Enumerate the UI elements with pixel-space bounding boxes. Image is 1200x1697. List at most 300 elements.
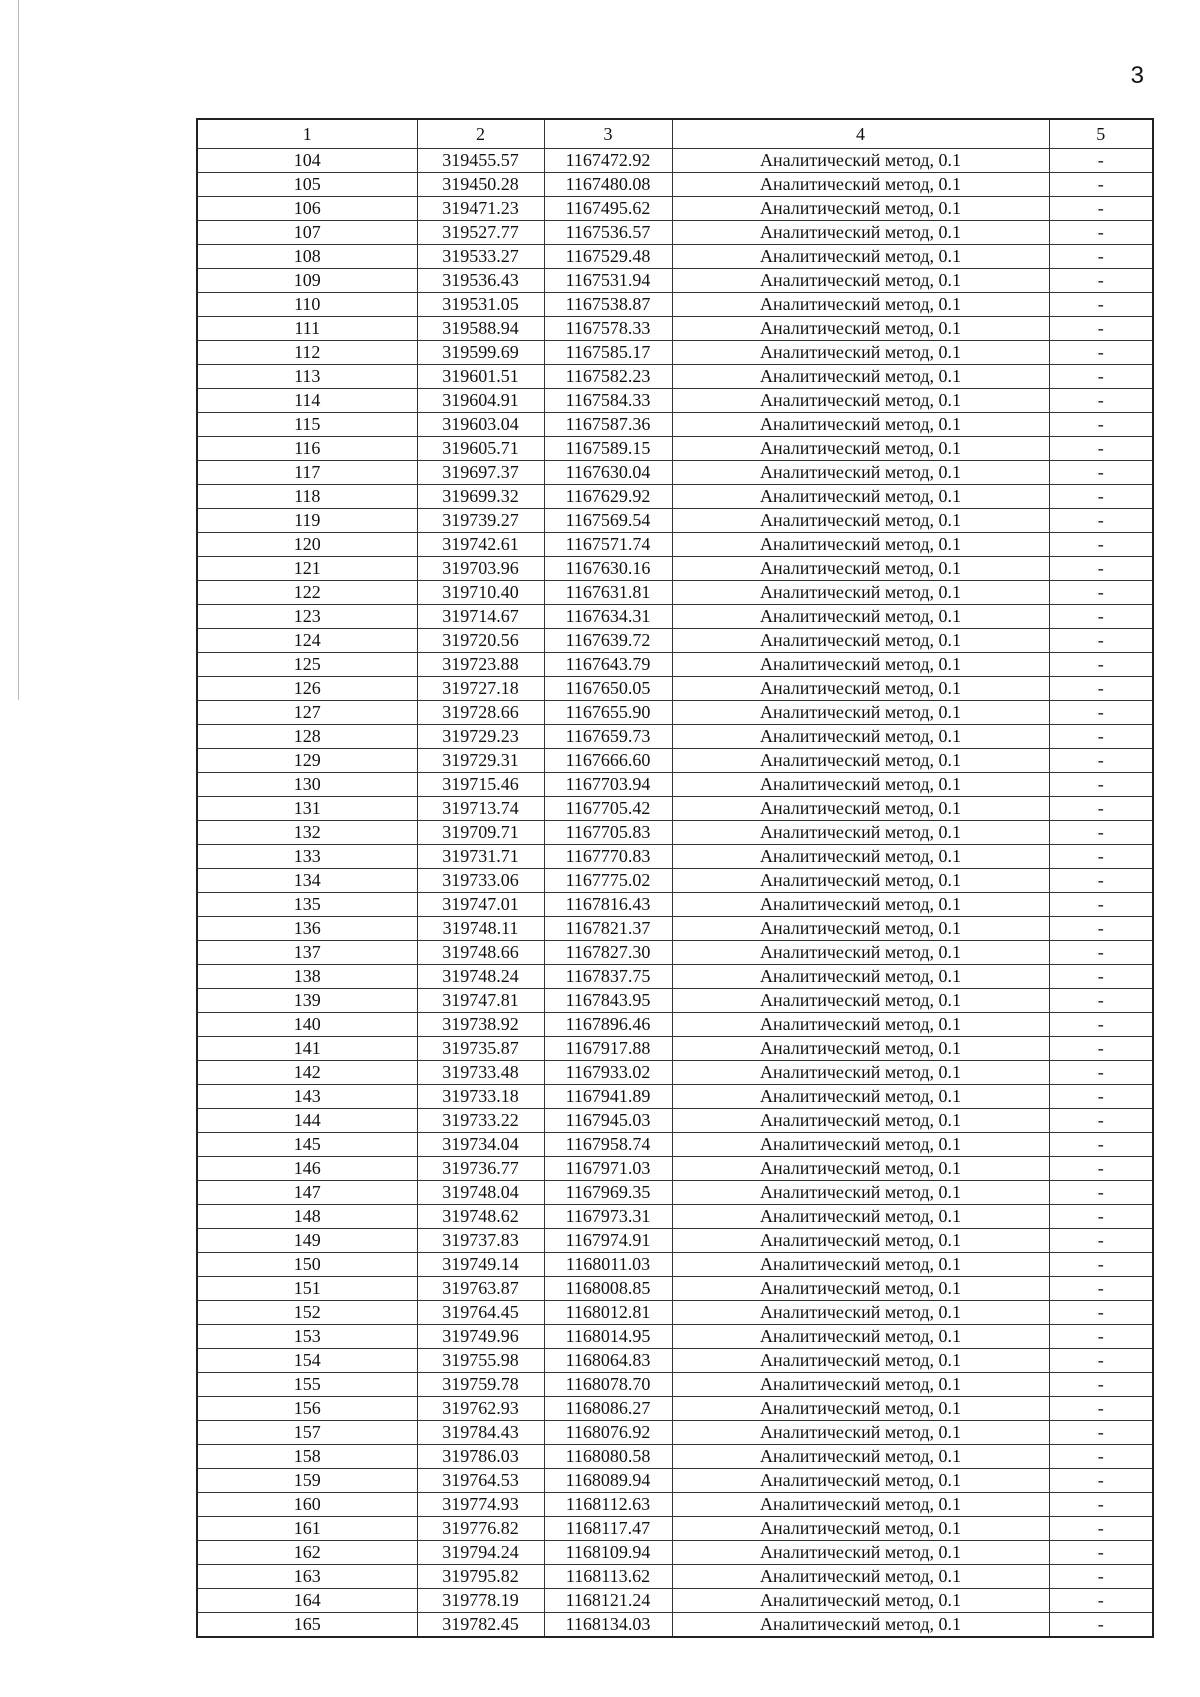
point-number-cell: 112 bbox=[197, 341, 417, 365]
table-row bbox=[197, 269, 1153, 293]
y-coordinate-cell: 1167630.16 bbox=[544, 557, 672, 581]
method-cell: Аналитический метод, 0.1 bbox=[672, 197, 1049, 221]
method-cell: Аналитический метод, 0.1 bbox=[672, 701, 1049, 725]
y-coordinate-cell: 1167703.94 bbox=[544, 773, 672, 797]
note-cell: - bbox=[1049, 1613, 1153, 1638]
method-cell: Аналитический метод, 0.1 bbox=[672, 533, 1049, 557]
note-cell: - bbox=[1049, 1205, 1153, 1229]
method-cell: Аналитический метод, 0.1 bbox=[672, 1613, 1049, 1638]
method-cell: Аналитический метод, 0.1 bbox=[672, 485, 1049, 509]
method-cell: Аналитический метод, 0.1 bbox=[672, 1181, 1049, 1205]
table-row bbox=[197, 1397, 1153, 1421]
method-cell: Аналитический метод, 0.1 bbox=[672, 461, 1049, 485]
y-coordinate-cell: 1167974.91 bbox=[544, 1229, 672, 1253]
note-cell: - bbox=[1049, 845, 1153, 869]
method-cell: Аналитический метод, 0.1 bbox=[672, 341, 1049, 365]
point-number-cell: 118 bbox=[197, 485, 417, 509]
point-number-cell: 143 bbox=[197, 1085, 417, 1109]
note-cell: - bbox=[1049, 557, 1153, 581]
point-number-cell: 122 bbox=[197, 581, 417, 605]
method-cell: Аналитический метод, 0.1 bbox=[672, 557, 1049, 581]
point-number-cell: 162 bbox=[197, 1541, 417, 1565]
x-coordinate-cell: 319733.18 bbox=[417, 1085, 544, 1109]
note-cell: - bbox=[1049, 581, 1153, 605]
x-coordinate-cell: 319749.14 bbox=[417, 1253, 544, 1277]
column-header: 2 bbox=[417, 119, 544, 149]
y-coordinate-cell: 1168089.94 bbox=[544, 1469, 672, 1493]
table-row bbox=[197, 941, 1153, 965]
method-cell: Аналитический метод, 0.1 bbox=[672, 629, 1049, 653]
table-row bbox=[197, 1085, 1153, 1109]
note-cell: - bbox=[1049, 1325, 1153, 1349]
y-coordinate-cell: 1167775.02 bbox=[544, 869, 672, 893]
method-cell: Аналитический метод, 0.1 bbox=[672, 317, 1049, 341]
note-cell: - bbox=[1049, 773, 1153, 797]
note-cell: - bbox=[1049, 653, 1153, 677]
x-coordinate-cell: 319699.32 bbox=[417, 485, 544, 509]
method-cell: Аналитический метод, 0.1 bbox=[672, 869, 1049, 893]
x-coordinate-cell: 319710.40 bbox=[417, 581, 544, 605]
method-cell: Аналитический метод, 0.1 bbox=[672, 917, 1049, 941]
method-cell: Аналитический метод, 0.1 bbox=[672, 1253, 1049, 1277]
table-row bbox=[197, 509, 1153, 533]
x-coordinate-cell: 319755.98 bbox=[417, 1349, 544, 1373]
x-coordinate-cell: 319784.43 bbox=[417, 1421, 544, 1445]
y-coordinate-cell: 1167495.62 bbox=[544, 197, 672, 221]
y-coordinate-cell: 1167582.23 bbox=[544, 365, 672, 389]
note-cell: - bbox=[1049, 389, 1153, 413]
x-coordinate-cell: 319527.77 bbox=[417, 221, 544, 245]
x-coordinate-cell: 319747.81 bbox=[417, 989, 544, 1013]
method-cell: Аналитический метод, 0.1 bbox=[672, 269, 1049, 293]
note-cell: - bbox=[1049, 365, 1153, 389]
x-coordinate-cell: 319759.78 bbox=[417, 1373, 544, 1397]
table-row bbox=[197, 653, 1153, 677]
table-row bbox=[197, 1061, 1153, 1085]
x-coordinate-cell: 319735.87 bbox=[417, 1037, 544, 1061]
point-number-cell: 115 bbox=[197, 413, 417, 437]
x-coordinate-cell: 319748.11 bbox=[417, 917, 544, 941]
method-cell: Аналитический метод, 0.1 bbox=[672, 1301, 1049, 1325]
point-number-cell: 151 bbox=[197, 1277, 417, 1301]
method-cell: Аналитический метод, 0.1 bbox=[672, 1469, 1049, 1493]
table-row bbox=[197, 485, 1153, 509]
y-coordinate-cell: 1168109.94 bbox=[544, 1541, 672, 1565]
note-cell: - bbox=[1049, 317, 1153, 341]
y-coordinate-cell: 1168080.58 bbox=[544, 1445, 672, 1469]
column-header: 5 bbox=[1049, 119, 1153, 149]
table-row bbox=[197, 293, 1153, 317]
y-coordinate-cell: 1167945.03 bbox=[544, 1109, 672, 1133]
table-row bbox=[197, 365, 1153, 389]
point-number-cell: 124 bbox=[197, 629, 417, 653]
table-row bbox=[197, 245, 1153, 269]
table-row bbox=[197, 1253, 1153, 1277]
point-number-cell: 140 bbox=[197, 1013, 417, 1037]
y-coordinate-cell: 1168011.03 bbox=[544, 1253, 672, 1277]
method-cell: Аналитический метод, 0.1 bbox=[672, 1589, 1049, 1613]
note-cell: - bbox=[1049, 293, 1153, 317]
x-coordinate-cell: 319748.62 bbox=[417, 1205, 544, 1229]
point-number-cell: 105 bbox=[197, 173, 417, 197]
column-header: 1 bbox=[197, 119, 417, 149]
x-coordinate-cell: 319723.88 bbox=[417, 653, 544, 677]
x-coordinate-cell: 319533.27 bbox=[417, 245, 544, 269]
table-row bbox=[197, 1517, 1153, 1541]
x-coordinate-cell: 319703.96 bbox=[417, 557, 544, 581]
y-coordinate-cell: 1168008.85 bbox=[544, 1277, 672, 1301]
point-number-cell: 127 bbox=[197, 701, 417, 725]
note-cell: - bbox=[1049, 989, 1153, 1013]
column-header: 3 bbox=[544, 119, 672, 149]
y-coordinate-cell: 1168134.03 bbox=[544, 1613, 672, 1638]
method-cell: Аналитический метод, 0.1 bbox=[672, 653, 1049, 677]
y-coordinate-cell: 1167917.88 bbox=[544, 1037, 672, 1061]
point-number-cell: 147 bbox=[197, 1181, 417, 1205]
table-row bbox=[197, 917, 1153, 941]
scan-edge-line bbox=[18, 0, 19, 700]
y-coordinate-cell: 1167569.54 bbox=[544, 509, 672, 533]
x-coordinate-cell: 319764.45 bbox=[417, 1301, 544, 1325]
x-coordinate-cell: 319794.24 bbox=[417, 1541, 544, 1565]
point-number-cell: 137 bbox=[197, 941, 417, 965]
table-row bbox=[197, 1613, 1153, 1638]
note-cell: - bbox=[1049, 1541, 1153, 1565]
x-coordinate-cell: 319455.57 bbox=[417, 149, 544, 173]
note-cell: - bbox=[1049, 1349, 1153, 1373]
method-cell: Аналитический метод, 0.1 bbox=[672, 1109, 1049, 1133]
point-number-cell: 117 bbox=[197, 461, 417, 485]
method-cell: Аналитический метод, 0.1 bbox=[672, 845, 1049, 869]
y-coordinate-cell: 1168064.83 bbox=[544, 1349, 672, 1373]
y-coordinate-cell: 1167480.08 bbox=[544, 173, 672, 197]
note-cell: - bbox=[1049, 1229, 1153, 1253]
x-coordinate-cell: 319713.74 bbox=[417, 797, 544, 821]
method-cell: Аналитический метод, 0.1 bbox=[672, 605, 1049, 629]
y-coordinate-cell: 1167585.17 bbox=[544, 341, 672, 365]
method-cell: Аналитический метод, 0.1 bbox=[672, 389, 1049, 413]
method-cell: Аналитический метод, 0.1 bbox=[672, 773, 1049, 797]
x-coordinate-cell: 319733.48 bbox=[417, 1061, 544, 1085]
method-cell: Аналитический метод, 0.1 bbox=[672, 1061, 1049, 1085]
x-coordinate-cell: 319734.04 bbox=[417, 1133, 544, 1157]
y-coordinate-cell: 1167816.43 bbox=[544, 893, 672, 917]
x-coordinate-cell: 319729.31 bbox=[417, 749, 544, 773]
point-number-cell: 153 bbox=[197, 1325, 417, 1349]
table-body bbox=[197, 119, 1153, 1637]
point-number-cell: 149 bbox=[197, 1229, 417, 1253]
method-cell: Аналитический метод, 0.1 bbox=[672, 965, 1049, 989]
y-coordinate-cell: 1167631.81 bbox=[544, 581, 672, 605]
note-cell: - bbox=[1049, 1157, 1153, 1181]
point-number-cell: 164 bbox=[197, 1589, 417, 1613]
y-coordinate-cell: 1167896.46 bbox=[544, 1013, 672, 1037]
y-coordinate-cell: 1167472.92 bbox=[544, 149, 672, 173]
point-number-cell: 142 bbox=[197, 1061, 417, 1085]
y-coordinate-cell: 1167837.75 bbox=[544, 965, 672, 989]
note-cell: - bbox=[1049, 725, 1153, 749]
method-cell: Аналитический метод, 0.1 bbox=[672, 1517, 1049, 1541]
y-coordinate-cell: 1167639.72 bbox=[544, 629, 672, 653]
method-cell: Аналитический метод, 0.1 bbox=[672, 1133, 1049, 1157]
note-cell: - bbox=[1049, 797, 1153, 821]
y-coordinate-cell: 1167659.73 bbox=[544, 725, 672, 749]
table-row bbox=[197, 1133, 1153, 1157]
x-coordinate-cell: 319762.93 bbox=[417, 1397, 544, 1421]
x-coordinate-cell: 319729.23 bbox=[417, 725, 544, 749]
table-row bbox=[197, 605, 1153, 629]
y-coordinate-cell: 1167536.57 bbox=[544, 221, 672, 245]
y-coordinate-cell: 1167770.83 bbox=[544, 845, 672, 869]
x-coordinate-cell: 319727.18 bbox=[417, 677, 544, 701]
note-cell: - bbox=[1049, 173, 1153, 197]
note-cell: - bbox=[1049, 1277, 1153, 1301]
table-row bbox=[197, 413, 1153, 437]
point-number-cell: 104 bbox=[197, 149, 417, 173]
x-coordinate-cell: 319709.71 bbox=[417, 821, 544, 845]
column-header: 4 bbox=[672, 119, 1049, 149]
note-cell: - bbox=[1049, 917, 1153, 941]
note-cell: - bbox=[1049, 605, 1153, 629]
point-number-cell: 154 bbox=[197, 1349, 417, 1373]
table-row bbox=[197, 581, 1153, 605]
point-number-cell: 163 bbox=[197, 1565, 417, 1589]
note-cell: - bbox=[1049, 869, 1153, 893]
method-cell: Аналитический метод, 0.1 bbox=[672, 221, 1049, 245]
x-coordinate-cell: 319748.66 bbox=[417, 941, 544, 965]
y-coordinate-cell: 1167650.05 bbox=[544, 677, 672, 701]
x-coordinate-cell: 319605.71 bbox=[417, 437, 544, 461]
table-row bbox=[197, 677, 1153, 701]
note-cell: - bbox=[1049, 965, 1153, 989]
table-row bbox=[197, 989, 1153, 1013]
point-number-cell: 125 bbox=[197, 653, 417, 677]
header-row bbox=[197, 119, 1153, 149]
y-coordinate-cell: 1167941.89 bbox=[544, 1085, 672, 1109]
note-cell: - bbox=[1049, 509, 1153, 533]
table-row bbox=[197, 197, 1153, 221]
coordinates-table bbox=[196, 118, 1154, 1638]
table-row bbox=[197, 701, 1153, 725]
y-coordinate-cell: 1167578.33 bbox=[544, 317, 672, 341]
table-row bbox=[197, 389, 1153, 413]
note-cell: - bbox=[1049, 1589, 1153, 1613]
note-cell: - bbox=[1049, 413, 1153, 437]
table-row bbox=[197, 1301, 1153, 1325]
method-cell: Аналитический метод, 0.1 bbox=[672, 749, 1049, 773]
point-number-cell: 110 bbox=[197, 293, 417, 317]
x-coordinate-cell: 319737.83 bbox=[417, 1229, 544, 1253]
point-number-cell: 119 bbox=[197, 509, 417, 533]
table-row bbox=[197, 1349, 1153, 1373]
method-cell: Аналитический метод, 0.1 bbox=[672, 1541, 1049, 1565]
x-coordinate-cell: 319601.51 bbox=[417, 365, 544, 389]
method-cell: Аналитический метод, 0.1 bbox=[672, 893, 1049, 917]
x-coordinate-cell: 319733.06 bbox=[417, 869, 544, 893]
y-coordinate-cell: 1167705.83 bbox=[544, 821, 672, 845]
table-row bbox=[197, 1181, 1153, 1205]
note-cell: - bbox=[1049, 149, 1153, 173]
y-coordinate-cell: 1167629.92 bbox=[544, 485, 672, 509]
method-cell: Аналитический метод, 0.1 bbox=[672, 797, 1049, 821]
point-number-cell: 136 bbox=[197, 917, 417, 941]
x-coordinate-cell: 319731.71 bbox=[417, 845, 544, 869]
note-cell: - bbox=[1049, 701, 1153, 725]
y-coordinate-cell: 1167821.37 bbox=[544, 917, 672, 941]
table-row bbox=[197, 437, 1153, 461]
y-coordinate-cell: 1168113.62 bbox=[544, 1565, 672, 1589]
method-cell: Аналитический метод, 0.1 bbox=[672, 725, 1049, 749]
point-number-cell: 116 bbox=[197, 437, 417, 461]
table-row bbox=[197, 1157, 1153, 1181]
method-cell: Аналитический метод, 0.1 bbox=[672, 1421, 1049, 1445]
method-cell: Аналитический метод, 0.1 bbox=[672, 581, 1049, 605]
x-coordinate-cell: 319531.05 bbox=[417, 293, 544, 317]
x-coordinate-cell: 319603.04 bbox=[417, 413, 544, 437]
table-row bbox=[197, 893, 1153, 917]
point-number-cell: 141 bbox=[197, 1037, 417, 1061]
table-row bbox=[197, 773, 1153, 797]
point-number-cell: 138 bbox=[197, 965, 417, 989]
note-cell: - bbox=[1049, 941, 1153, 965]
point-number-cell: 108 bbox=[197, 245, 417, 269]
method-cell: Аналитический метод, 0.1 bbox=[672, 245, 1049, 269]
y-coordinate-cell: 1167529.48 bbox=[544, 245, 672, 269]
y-coordinate-cell: 1167933.02 bbox=[544, 1061, 672, 1085]
method-cell: Аналитический метод, 0.1 bbox=[672, 821, 1049, 845]
point-number-cell: 150 bbox=[197, 1253, 417, 1277]
x-coordinate-cell: 319720.56 bbox=[417, 629, 544, 653]
note-cell: - bbox=[1049, 1253, 1153, 1277]
point-number-cell: 130 bbox=[197, 773, 417, 797]
note-cell: - bbox=[1049, 1565, 1153, 1589]
table-row bbox=[197, 821, 1153, 845]
y-coordinate-cell: 1167843.95 bbox=[544, 989, 672, 1013]
point-number-cell: 160 bbox=[197, 1493, 417, 1517]
note-cell: - bbox=[1049, 1061, 1153, 1085]
y-coordinate-cell: 1167969.35 bbox=[544, 1181, 672, 1205]
point-number-cell: 134 bbox=[197, 869, 417, 893]
note-cell: - bbox=[1049, 893, 1153, 917]
table-row bbox=[197, 1013, 1153, 1037]
note-cell: - bbox=[1049, 1133, 1153, 1157]
y-coordinate-cell: 1168078.70 bbox=[544, 1373, 672, 1397]
table-row bbox=[197, 1541, 1153, 1565]
x-coordinate-cell: 319776.82 bbox=[417, 1517, 544, 1541]
x-coordinate-cell: 319748.24 bbox=[417, 965, 544, 989]
x-coordinate-cell: 319697.37 bbox=[417, 461, 544, 485]
note-cell: - bbox=[1049, 1517, 1153, 1541]
method-cell: Аналитический метод, 0.1 bbox=[672, 413, 1049, 437]
point-number-cell: 126 bbox=[197, 677, 417, 701]
method-cell: Аналитический метод, 0.1 bbox=[672, 1157, 1049, 1181]
x-coordinate-cell: 319599.69 bbox=[417, 341, 544, 365]
note-cell: - bbox=[1049, 245, 1153, 269]
point-number-cell: 148 bbox=[197, 1205, 417, 1229]
point-number-cell: 158 bbox=[197, 1445, 417, 1469]
method-cell: Аналитический метод, 0.1 bbox=[672, 1325, 1049, 1349]
x-coordinate-cell: 319588.94 bbox=[417, 317, 544, 341]
x-coordinate-cell: 319764.53 bbox=[417, 1469, 544, 1493]
point-number-cell: 133 bbox=[197, 845, 417, 869]
y-coordinate-cell: 1167538.87 bbox=[544, 293, 672, 317]
note-cell: - bbox=[1049, 461, 1153, 485]
x-coordinate-cell: 319786.03 bbox=[417, 1445, 544, 1469]
note-cell: - bbox=[1049, 197, 1153, 221]
table-row bbox=[197, 533, 1153, 557]
point-number-cell: 121 bbox=[197, 557, 417, 581]
table-row bbox=[197, 797, 1153, 821]
x-coordinate-cell: 319747.01 bbox=[417, 893, 544, 917]
x-coordinate-cell: 319738.92 bbox=[417, 1013, 544, 1037]
table-row bbox=[197, 1205, 1153, 1229]
table-row bbox=[197, 1037, 1153, 1061]
point-number-cell: 146 bbox=[197, 1157, 417, 1181]
x-coordinate-cell: 319728.66 bbox=[417, 701, 544, 725]
y-coordinate-cell: 1167630.04 bbox=[544, 461, 672, 485]
point-number-cell: 132 bbox=[197, 821, 417, 845]
method-cell: Аналитический метод, 0.1 bbox=[672, 437, 1049, 461]
note-cell: - bbox=[1049, 437, 1153, 461]
note-cell: - bbox=[1049, 749, 1153, 773]
x-coordinate-cell: 319715.46 bbox=[417, 773, 544, 797]
point-number-cell: 161 bbox=[197, 1517, 417, 1541]
table-row bbox=[197, 1469, 1153, 1493]
point-number-cell: 123 bbox=[197, 605, 417, 629]
y-coordinate-cell: 1168117.47 bbox=[544, 1517, 672, 1541]
table-row bbox=[197, 1277, 1153, 1301]
point-number-cell: 107 bbox=[197, 221, 417, 245]
point-number-cell: 152 bbox=[197, 1301, 417, 1325]
y-coordinate-cell: 1168014.95 bbox=[544, 1325, 672, 1349]
table-row bbox=[197, 149, 1153, 173]
table-row bbox=[197, 1493, 1153, 1517]
point-number-cell: 114 bbox=[197, 389, 417, 413]
x-coordinate-cell: 319536.43 bbox=[417, 269, 544, 293]
method-cell: Аналитический метод, 0.1 bbox=[672, 941, 1049, 965]
note-cell: - bbox=[1049, 269, 1153, 293]
y-coordinate-cell: 1167958.74 bbox=[544, 1133, 672, 1157]
x-coordinate-cell: 319778.19 bbox=[417, 1589, 544, 1613]
note-cell: - bbox=[1049, 677, 1153, 701]
method-cell: Аналитический метод, 0.1 bbox=[672, 1037, 1049, 1061]
note-cell: - bbox=[1049, 629, 1153, 653]
method-cell: Аналитический метод, 0.1 bbox=[672, 1277, 1049, 1301]
note-cell: - bbox=[1049, 533, 1153, 557]
method-cell: Аналитический метод, 0.1 bbox=[672, 1349, 1049, 1373]
x-coordinate-cell: 319736.77 bbox=[417, 1157, 544, 1181]
x-coordinate-cell: 319733.22 bbox=[417, 1109, 544, 1133]
point-number-cell: 155 bbox=[197, 1373, 417, 1397]
x-coordinate-cell: 319748.04 bbox=[417, 1181, 544, 1205]
method-cell: Аналитический метод, 0.1 bbox=[672, 1445, 1049, 1469]
note-cell: - bbox=[1049, 1421, 1153, 1445]
method-cell: Аналитический метод, 0.1 bbox=[672, 1373, 1049, 1397]
y-coordinate-cell: 1167584.33 bbox=[544, 389, 672, 413]
note-cell: - bbox=[1049, 1037, 1153, 1061]
table-row bbox=[197, 965, 1153, 989]
y-coordinate-cell: 1167666.60 bbox=[544, 749, 672, 773]
table-row bbox=[197, 749, 1153, 773]
y-coordinate-cell: 1167655.90 bbox=[544, 701, 672, 725]
y-coordinate-cell: 1168086.27 bbox=[544, 1397, 672, 1421]
x-coordinate-cell: 319471.23 bbox=[417, 197, 544, 221]
x-coordinate-cell: 319450.28 bbox=[417, 173, 544, 197]
table-row bbox=[197, 629, 1153, 653]
x-coordinate-cell: 319774.93 bbox=[417, 1493, 544, 1517]
table-row bbox=[197, 725, 1153, 749]
point-number-cell: 111 bbox=[197, 317, 417, 341]
